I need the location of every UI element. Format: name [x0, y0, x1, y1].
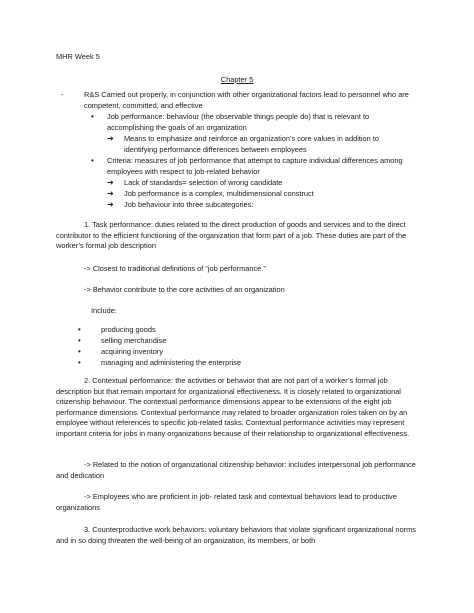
arrow-icon: ➔ — [107, 200, 114, 209]
intro-marker: - — [61, 90, 64, 99]
arrow-icon: ➔ — [107, 189, 114, 198]
arrow-icon: ➔ — [107, 134, 114, 143]
arrow-item: Job performance is a complex, multidimensional construct — [124, 189, 314, 198]
document-header: MHR Week 5 — [56, 52, 100, 61]
contextual-note-2: -> Employees who are proficient in job- related task and contextual behaviors lead to productive organizations — [56, 492, 397, 512]
bullet-dot-icon: • — [91, 156, 94, 165]
bullet-dot-icon: • — [78, 325, 81, 334]
include-item: acquiring inventory — [101, 347, 164, 356]
task-note-2: -> Behavior contribute to the core activities of an organization — [84, 285, 285, 294]
contextual-note-1: -> Related to the notion of organizational citizenship behavior: includes interpersonal job performance and dedication — [56, 460, 416, 480]
arrow-item: Job behaviour into three subcategories: — [124, 200, 254, 209]
bullet-job-performance: Job performance: behaviour (the observable things people do) that is relevant to accomplishing the goals of an organization — [107, 112, 370, 132]
bullet-dot-icon: • — [78, 347, 81, 356]
arrow-icon: ➔ — [107, 178, 114, 187]
include-label: Include: — [91, 306, 117, 315]
contextual-performance-paragraph: 2. Contextual performance: the activities or behavior that are not part of a worker’s formal job description but that remain important for organizational effectiveness. It is closely related to organizational citizenship behaviour. The contextual performance dimensions appear to be extensions of the eight job performance dimensions. Contextual performance may related to broader organization roles taken on by an employee without references to specific job-related tasks. Contextual performance activities may represent important criteria for jobs in many organizations because of their relationship to organizational effectiveness. — [56, 376, 410, 438]
intro-text: R&S Carried out properly, in conjunction with other organizational factors lead to personnel who are competent, committed, and effective — [84, 90, 409, 110]
arrow-item: Lack of standards= selection of wrong candidate — [124, 178, 283, 187]
arrow-item: Means to emphasize and reinforce an organization’s core values in addition to identifying performance differences between employees — [124, 134, 379, 154]
include-item: selling merchandise — [101, 336, 167, 345]
chapter-title: Chapter 5 — [220, 75, 254, 84]
bullet-dot-icon: • — [78, 358, 81, 367]
bullet-dot-icon: • — [91, 112, 94, 121]
include-item: managing and administering the enterprise — [101, 358, 242, 367]
task-performance-paragraph: 1. Task performance: duties related to the direct production of goods and services and to the direct contributor to the efficient functioning of the organization that form part of a job. These duties are part of the worker’s formal job description — [56, 220, 407, 251]
counterproductive-paragraph: 3. Counterproductive work behaviors: voluntary behaviors that violate significant organizational norms and in so doing threaten the well-being of an organization, its members, or both — [56, 525, 416, 545]
include-item: producing goods — [101, 325, 156, 334]
bullet-criteria: Criteria: measures of job performance that attempt to capture individual differences among employees with respect to job-related behavior — [107, 156, 403, 176]
bullet-dot-icon: • — [78, 336, 81, 345]
task-note-1: -> Closest to traditional definitions of “job performance.” — [84, 264, 266, 273]
